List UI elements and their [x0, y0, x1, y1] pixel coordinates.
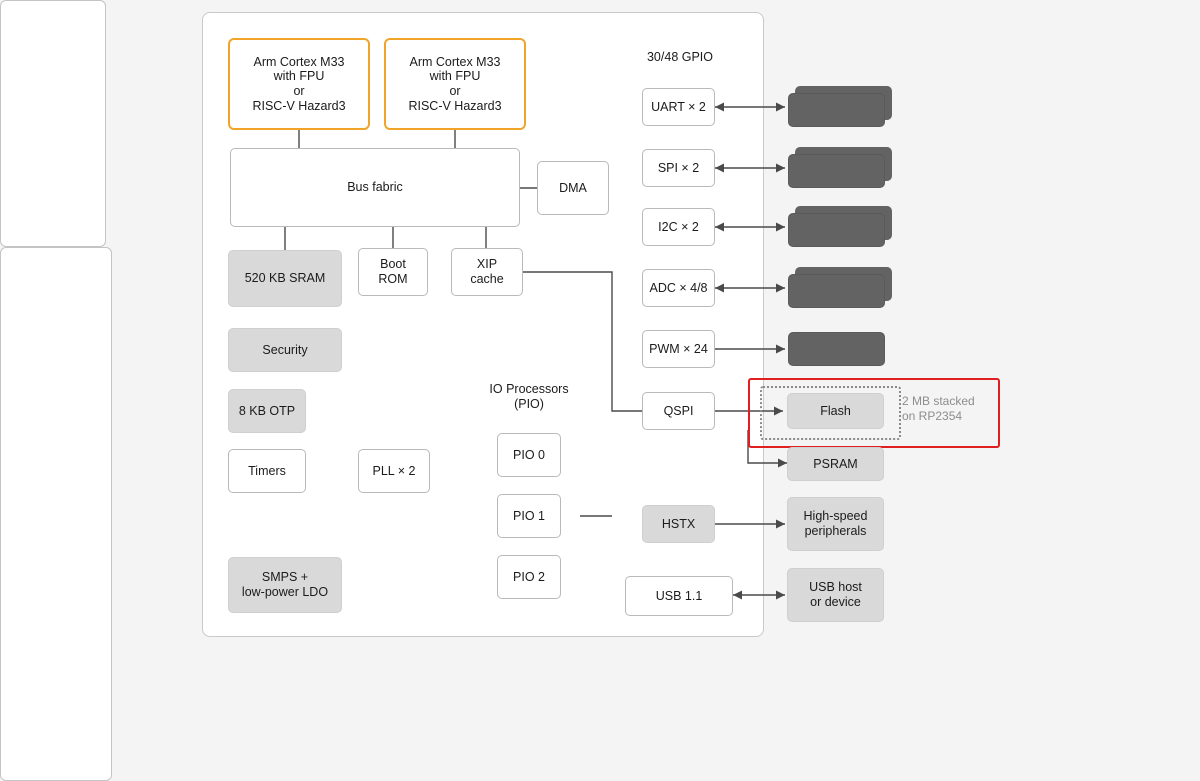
spi-block[interactable] [642, 149, 715, 187]
adc-block[interactable] [642, 269, 715, 307]
uart-block[interactable] [642, 88, 715, 126]
high-speed-line2: peripherals [804, 524, 867, 538]
usb-label: USB 1.1 [655, 588, 703, 603]
boot-rom-line1: Boot [380, 257, 406, 272]
bus-fabric-label: Bus fabric [347, 180, 403, 195]
xip-cache-line1: XIP [476, 257, 498, 272]
smps-ldo-block[interactable] [228, 557, 342, 613]
flash-annotation [902, 394, 998, 424]
hstx-block[interactable] [642, 505, 715, 543]
psram-label: PSRAM [813, 456, 858, 471]
uart-label: UART × 2 [651, 99, 706, 114]
security-label: Security [262, 342, 308, 357]
usb-host-line1: USB host [809, 580, 862, 595]
uart-peripheral-block[interactable] [788, 93, 885, 127]
qspi-label: QSPI [663, 403, 694, 418]
dma-block[interactable] [537, 161, 609, 215]
core-block-0[interactable] [228, 38, 370, 130]
adc-peripheral-block[interactable] [788, 274, 885, 308]
core-0-line1: Arm Cortex M33 [253, 54, 345, 69]
core-1-line4: RISC-V Hazard3 [408, 98, 502, 113]
i2c-label: I2C × 2 [658, 219, 699, 234]
timers-block[interactable] [228, 449, 306, 493]
pio-1-block[interactable] [497, 494, 561, 538]
core-1-line1: Arm Cortex M33 [409, 54, 501, 69]
gpio-group [0, 247, 112, 781]
adc-label: ADC × 4/8 [649, 280, 708, 295]
pio-0-block[interactable] [497, 433, 561, 477]
flash-label: Flash [820, 403, 851, 418]
pio-2-label: PIO 2 [513, 569, 545, 584]
gpio-group-title [625, 50, 735, 65]
timers-label: Timers [248, 463, 286, 478]
xip-cache-line2: cache [470, 272, 504, 286]
pio-group-title [477, 382, 581, 412]
core-block-1[interactable] [384, 38, 526, 130]
pll-block[interactable] [358, 449, 430, 493]
bus-fabric-block[interactable] [230, 148, 520, 227]
pwm-peripheral-block[interactable] [788, 332, 885, 366]
pio-0-label: PIO 0 [513, 447, 545, 462]
gpio-title-label: 30/48 GPIO [646, 50, 713, 64]
pio-group [0, 0, 106, 247]
flash-annotation-line2: on RP2354 [902, 409, 963, 423]
flash-annotation-line1: 2 MB stacked [902, 394, 975, 408]
hstx-label: HSTX [661, 516, 696, 531]
core-1-line3: or [449, 84, 461, 98]
dma-label: DMA [559, 180, 587, 195]
sram-block[interactable] [228, 250, 342, 307]
high-speed-line1: High-speed [803, 509, 868, 524]
spi-label: SPI × 2 [657, 160, 700, 175]
spi-peripheral-block[interactable] [788, 154, 885, 188]
core-0-line3: or [293, 84, 305, 98]
smps-line1: SMPS + [261, 570, 309, 585]
pll-label: PLL × 2 [372, 463, 416, 478]
pwm-block[interactable] [642, 330, 715, 368]
otp-block[interactable] [228, 389, 306, 433]
smps-line2: low-power LDO [241, 585, 329, 599]
core-0-line4: RISC-V Hazard3 [252, 98, 346, 113]
pio-2-block[interactable] [497, 555, 561, 599]
i2c-block[interactable] [642, 208, 715, 246]
xip-cache-block[interactable] [451, 248, 523, 296]
pio-title-line1: IO Processors [489, 382, 569, 396]
i2c-peripheral-block[interactable] [788, 213, 885, 247]
usb-host-or-device-block[interactable] [787, 568, 884, 622]
high-speed-peripherals-block[interactable] [787, 497, 884, 551]
otp-label: 8 KB OTP [238, 403, 296, 418]
pio-title-line2: (PIO) [514, 397, 544, 411]
usb-host-line2: or device [810, 595, 861, 609]
boot-rom-line2: ROM [378, 272, 408, 286]
security-block[interactable] [228, 328, 342, 372]
sram-label: 520 KB SRAM [244, 271, 326, 286]
pwm-label: PWM × 24 [649, 341, 708, 356]
core-1-line2: with FPU [429, 69, 481, 84]
qspi-block[interactable] [642, 392, 715, 430]
boot-rom-block[interactable] [358, 248, 428, 296]
usb-block[interactable] [625, 576, 733, 616]
flash-block[interactable] [787, 393, 884, 429]
psram-block[interactable] [787, 447, 884, 481]
pio-1-label: PIO 1 [513, 508, 545, 523]
core-0-line2: with FPU [273, 69, 325, 84]
